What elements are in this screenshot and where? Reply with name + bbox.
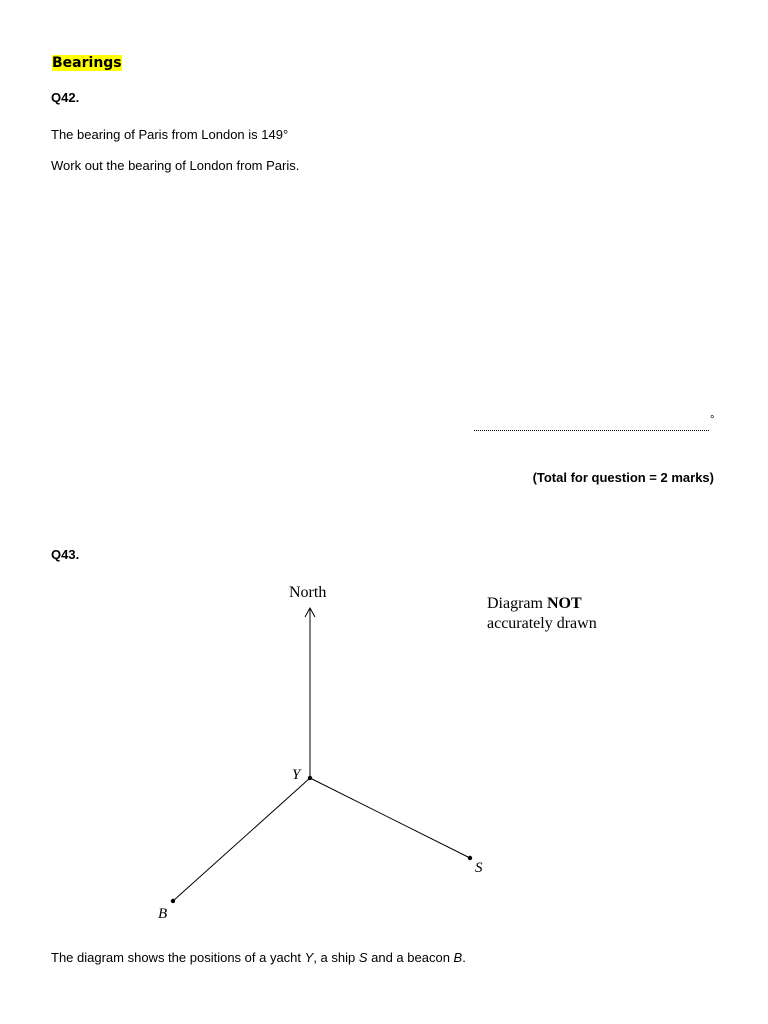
q43-text-part: and a beacon (367, 950, 454, 965)
q43-text-b: B (453, 950, 463, 965)
q43-text-part: . (462, 950, 466, 965)
point-y (308, 776, 312, 780)
question-number-q43: Q43. (51, 547, 80, 562)
question-number-q42: Q42. (51, 90, 80, 105)
q42-marks: (Total for question = 2 marks) (532, 470, 714, 485)
point-s (468, 856, 472, 860)
q43-text-part: The diagram shows the positions of a yacht (51, 950, 305, 965)
label-y: Y (292, 767, 301, 783)
bearings-diagram (0, 570, 768, 940)
q43-text (51, 950, 466, 965)
answer-line[interactable] (474, 418, 709, 431)
diagram-note-line2: accurately drawn (487, 615, 597, 632)
line-y-b (173, 778, 310, 901)
q43-text-s: S (358, 950, 368, 965)
point-b (171, 899, 175, 903)
label-s: S (475, 860, 483, 876)
label-b: B (158, 906, 168, 922)
north-label: North (289, 584, 327, 601)
line-y-s (310, 778, 470, 858)
q43-text-part: , a ship (313, 950, 359, 965)
q43-text-y: Y (304, 950, 314, 965)
q42-line1: The bearing of Paris from London is 149° (51, 127, 289, 142)
diagram-note-line1: Diagram NOT (487, 595, 582, 612)
section-heading (51, 54, 123, 72)
answer-unit: ° (710, 414, 715, 426)
q42-line2: Work out the bearing of London from Paris. (51, 158, 300, 173)
heading-text: Bearings (52, 55, 122, 71)
